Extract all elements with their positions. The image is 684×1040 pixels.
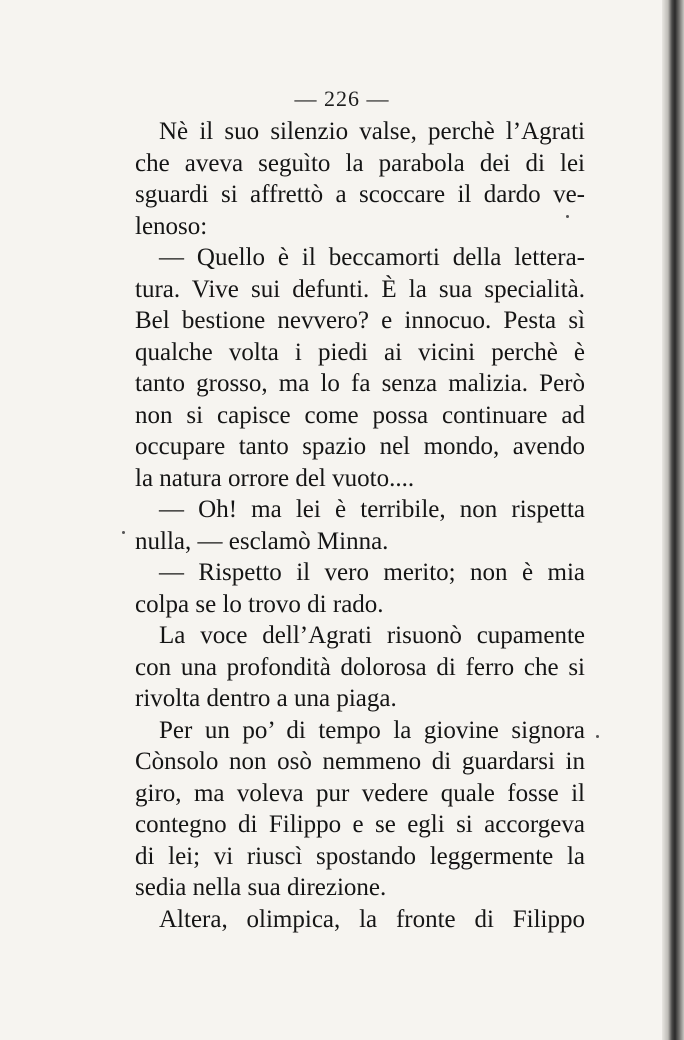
text-line: Per un po’ di tempo la giovine signora	[159, 716, 585, 744]
text-line: tura. Vive sui defunti. È la sua specialità.	[135, 275, 585, 303]
text-line: giro, ma voleva pur vedere quale fosse il	[135, 779, 585, 807]
text-line: con una profondità dolorosa di ferro che si	[135, 653, 585, 681]
text-line: tanto grosso, ma lo fa senza malizia. Però	[135, 370, 585, 397]
text-line: colpa se lo trovo di rado.	[135, 590, 384, 618]
text-line: rivolta dentro a una piaga.	[135, 685, 397, 712]
text-line: lenoso:	[135, 212, 208, 240]
text-line: La voce dell’Agrati risuonò cupamente	[159, 622, 585, 649]
text-line: occupare tanto spazio nel mondo, avendo	[135, 433, 585, 460]
text-line: Nè il suo silenzio valse, perchè l’Agrati	[159, 118, 585, 145]
speck	[566, 215, 569, 218]
speck	[122, 531, 125, 534]
book-spine-shadow	[662, 0, 684, 1040]
text-line: — Rispetto il vero merito; non è mia	[159, 559, 585, 586]
text-line: di lei; vi riuscì spostando leggermente la	[135, 842, 585, 870]
text-line: sguardi si affrettò a scoccare il dardo ve-	[135, 181, 585, 208]
text-line: nulla, — esclamò Minna.	[135, 527, 389, 555]
text-line: — Oh! ma lei è terribile, non rispetta	[159, 496, 585, 523]
speck	[596, 735, 599, 738]
text-line: Bel bestione nevvero? e innocuo. Pesta sì	[135, 307, 585, 334]
text-line: Altera, olimpica, la fronte di Filippo	[159, 905, 585, 933]
page-number: — 226 —	[294, 86, 390, 111]
body-text	[135, 116, 585, 935]
text-line: Cònsolo non osò nemmeno di guardarsi in	[135, 748, 585, 775]
text-line: qualche volta i piedi ai vicini perchè è	[135, 338, 585, 366]
text-line: sedia nella sua direzione.	[135, 874, 387, 901]
text-line: che aveva seguìto la parabola dei di lei	[135, 149, 585, 177]
text-line: la natura orrore del vuoto....	[135, 464, 415, 492]
text-line: — Quello è il beccamorti della lettera-	[159, 244, 585, 271]
text-line: non si capisce come possa continuare ad	[135, 401, 585, 429]
text-line: contegno di Filippo e se egli si accorgeva	[135, 811, 585, 838]
